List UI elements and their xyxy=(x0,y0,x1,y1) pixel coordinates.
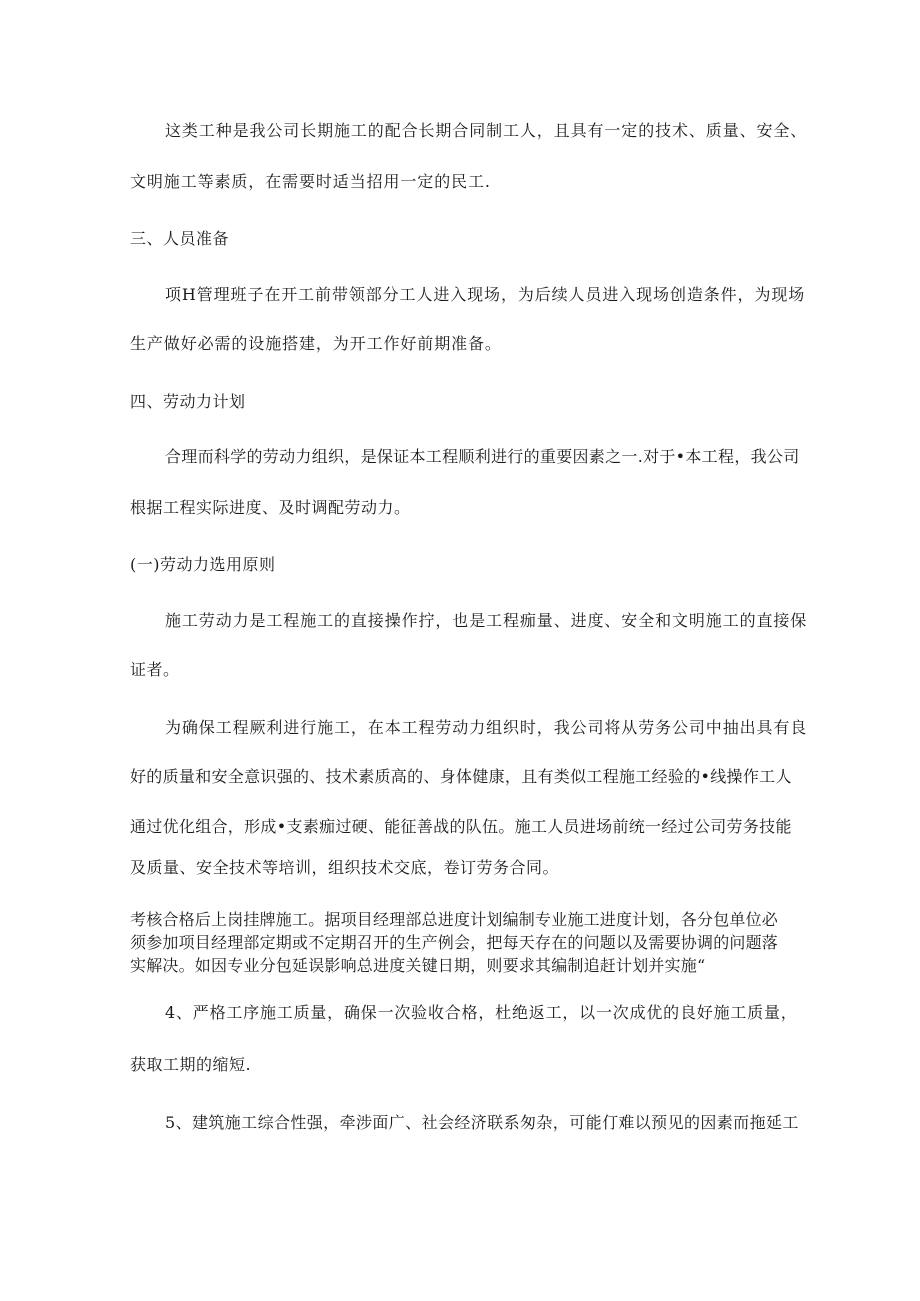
paragraph-line: 证者。 xyxy=(130,660,180,679)
paragraph-line: 及质量、安全技术等培训，组织技术交底，卷订劳务合同。 xyxy=(130,858,560,877)
paragraph-line: 须参加项目经理部定期或不定期召开的生产例会，把每天存在的问题以及需要协调的问题落 xyxy=(130,933,779,952)
paragraph-line: 施工劳动力是工程施工的直接操作拧，也是工程痂量、进度、安全和文明施工的直接保 xyxy=(165,611,808,630)
paragraph-line: 4、严格工序施工质量，确保一次验收合格，杜绝返工，以一次成优的良好施工质量， xyxy=(165,1003,798,1022)
paragraph-line: 合理而科学的劳动力组织，是保证本工程顺利进行的重要因素之一.对于•本工程，我公司 xyxy=(165,447,800,466)
subsection-heading: (一)劳动力选用原则 xyxy=(130,555,276,574)
paragraph-line: 生产做好必需的设施搭建，为开工作好前期准备。 xyxy=(130,334,502,353)
paragraph-line: 实解决。如因专业分包延误影响总进度关键日期，则要求其编制追赶计划并实施“ xyxy=(130,956,706,975)
paragraph-line: 获取工期的缩短. xyxy=(130,1055,252,1074)
paragraph-line: 好的质量和安全意识强的、技术素质高的、身体健康，且有类似工程施工经验的•线操作工人 xyxy=(130,767,792,786)
section-heading: 四、劳动力计划 xyxy=(130,392,246,411)
paragraph-line: 为确保工程厥利进行施工，在本工程劳动力组织时，我公司将从劳务公司中抽出具有良 xyxy=(165,718,808,737)
paragraph-line: 5、建筑施工综合性强，牵涉面广、社会经济联系匆杂，可能仃难以预见的因素而拖延工 xyxy=(165,1113,799,1132)
paragraph-line: 文明施工等素质，在需要时适当招用一定的民工. xyxy=(130,172,491,191)
section-heading: 三、人员准备 xyxy=(130,229,230,248)
paragraph-line: 项H管理班子在开工前带领部分工人进入现场，为后续人员进入现场创造条件，为现场 xyxy=(165,285,806,304)
paragraph-line: 根据工程实际进度、及时调配劳动力。 xyxy=(130,498,411,517)
paragraph-line: 通过优化组合，形成•支素痂过硬、能征善战的队伍。施工人员进场前统一经过公司劳务技能 xyxy=(130,817,792,836)
paragraph-line: 考核合格后上岗挂牌施工。据项目经理部总进度计划编制专业施工进度计划，各分包单位必 xyxy=(130,910,779,929)
paragraph-line: 这类工种是我公司长期施工的配合长期合同制工人，且具有一定的技术、质量、安全、 xyxy=(165,121,808,140)
